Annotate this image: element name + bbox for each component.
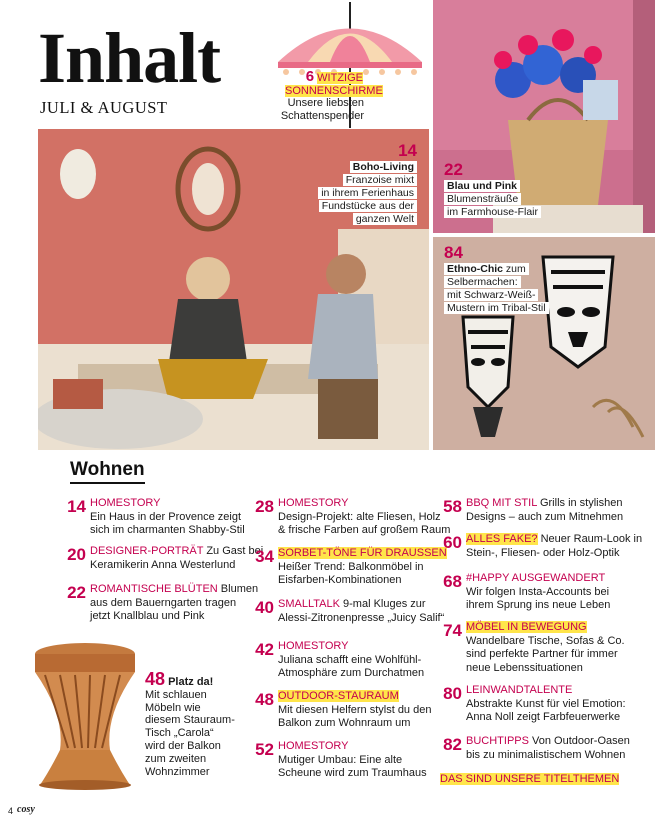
- toc-entry-20[interactable]: 20 DESIGNER-PORTRÄT Zu Gast bei Keramikerin Anna Westerlund: [67, 545, 264, 571]
- toc-entry-40[interactable]: 40 SMALLTALK 9-mal Kluges zur Alessi-Zitronenpresse „Juicy Salif“: [255, 598, 445, 624]
- boho-caption[interactable]: 14 Boho-Living Franzoise mixt in ihrem Ferienhaus Fundstücke aus der ganzen Welt: [305, 141, 417, 226]
- toc-entry-22[interactable]: 22 ROMANTISCHE BLÜTEN Blumen aus dem Bauerngarten tragen jetzt Knallblau und Pink: [67, 583, 259, 622]
- toc-entry-14[interactable]: 14 HOMESTORY Ein Haus in der Provence zeigt sich im charmanten Shabby-Stil: [67, 497, 245, 536]
- toc-entry-34[interactable]: 34 SORBET-TÖNE FÜR DRAUSSEN Heißer Trend: Balkonmöbel in Eisfarben-Kombinationen: [255, 547, 447, 586]
- platz-da-caption[interactable]: 48 Platz da! Mit schlauen Möbeln wie diesem Stauraum- Tisch „Carola“ wird der Balkon zum zweiten Wohnzimmer: [145, 669, 235, 778]
- issue-date: JULI & AUGUST: [40, 98, 168, 117]
- umbrella-caption[interactable]: 6 WITZIGE SONNENSCHIRME: [285, 68, 383, 97]
- toc-entry-68[interactable]: 68 #HAPPY AUSGEWANDERT Wir folgen Insta-Accounts bei ihrem Sprung ins neue Leben: [443, 572, 611, 611]
- page-title: Inhalt: [38, 18, 221, 98]
- toc-entry-28[interactable]: 28 HOMESTORY Design-Projekt: alte Fliesen, Holz & frische Farben auf großem Raum: [255, 497, 451, 536]
- blau-pink-caption[interactable]: 22 Blau und Pink Blumensträuße im Farmhouse-Flair: [444, 160, 564, 219]
- toc-entry-74[interactable]: 74 MÖBEL IN BEWEGUNG Wandelbare Tische, Sofas & Co. sind perfekte Partner für immer neue Lebenssituationen: [443, 621, 625, 674]
- stool-carola-image: [30, 640, 140, 790]
- toc-entry-52[interactable]: 52 HOMESTORY Mutiger Umbau: Eine alte Scheune wird zum Traumhaus: [255, 740, 427, 779]
- section-title-wohnen: Wohnen: [70, 459, 145, 484]
- title-themes-note: DAS SIND UNSERE TITELTHEMEN: [440, 773, 620, 785]
- page-number: 4: [8, 806, 14, 816]
- umbrella-text: Unsere liebsten Schattenspender: [280, 97, 364, 122]
- toc-entry-82[interactable]: 82 BUCHTIPPS Von Outdoor-Oasen bis zu minimalistischem Wohnen: [443, 735, 630, 761]
- toc-entry-58[interactable]: 58 BBQ MIT STIL Grills in stylishen Designs – auch zum Mitnehmen: [443, 497, 624, 523]
- toc-entry-60[interactable]: 60 ALLES FAKE? Neuer Raum-Look in Stein-, Fliesen- oder Holz-Optik: [443, 533, 643, 559]
- magazine-logo: cosy: [17, 804, 35, 815]
- toc-entry-80[interactable]: 80 LEINWANDTALENTE Abstrakte Kunst für viel Emotion: Anna Noll zeigt Farbfeuerwerke: [443, 684, 626, 723]
- ethno-chic-caption[interactable]: 84 Ethno-Chic zum Selbermachen: mit Schwarz-Weiß- Mustern im Tribal-Stil: [444, 243, 584, 315]
- toc-entry-42[interactable]: 42 HOMESTORY Juliana schafft eine Wohlfühl- Atmosphäre zum Durchatmen: [255, 640, 425, 679]
- toc-entry-48[interactable]: 48 OUTDOOR-STAURAUM Mit diesen Helfern stylst du den Balkon zum Wohnraum um: [255, 690, 432, 729]
